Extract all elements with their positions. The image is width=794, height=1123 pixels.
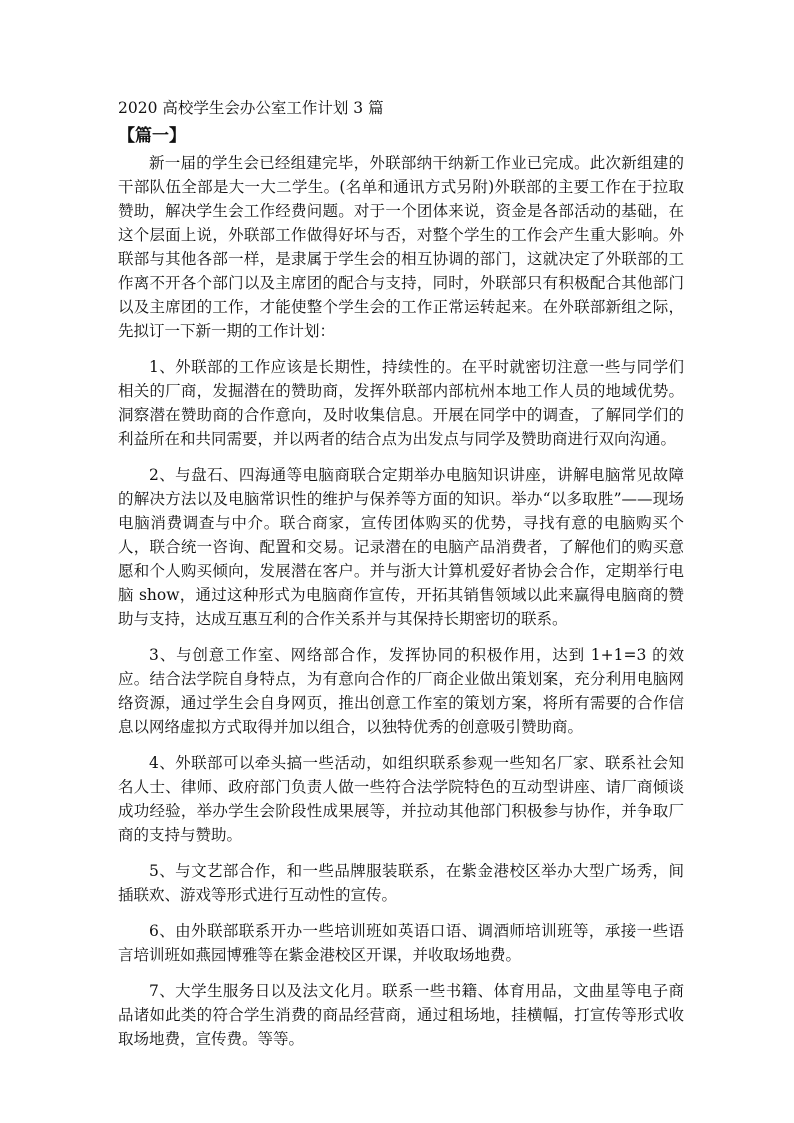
document-title: 2020 高校学生会办公室工作计划 3 篇 [118,99,384,117]
section-heading: 【篇一】 [118,126,186,146]
plan-item-4: 4、外联部可以牵头搞一些活动，如组织联系参观一些知名厂家、联系社会知名人士、律师、政府部门负责人做一些符合法学院特色的互动型讲座、请厂商倾谈成功经验，举办学生会阶段性成果展等，并拉动其他部门积极参与协作，并争取厂商的支持与赞助。 [118,754,684,844]
plan-item-6: 6、由外联部联系开办一些培训班如英语口语、调酒师培训班等，承接一些语言培训班如燕园博雅等在紫金港校区开课，并收取场地费。 [118,922,684,964]
plan-item-2: 2、与盘石、四海通等电脑商联合定期举办电脑知识讲座，讲解电脑常见故障的解决方法以及电脑常识性的维护与保养等方面的知识。举办“以多取胜”——现场电脑消费调查与中介。联合商家，宣传团体购买的优势，寻找有意的电脑购买个人，联合统一咨询、配置和交易。记录潜在的电脑产品消费者，了解他们的购买意愿和个人购买倾向，发展潜在客户。并与浙大计算机爱好者协会合作，定期举行电脑 show，通过这种形式为电脑商作宣传，开拓其销售领域以此来赢得电脑商的赞助与支持，达成互惠互利的合作关系并与其保持长期密切的联系。 [118,466,684,628]
plan-item-7: 7、大学生服务日以及法文化月。联系一些书籍、体育用品，文曲星等电子商品诸如此类的符合学生消费的商品经营商，通过租场地，挂横幅，打宣传等形式收取场地费，宣传费。等等。 [118,982,684,1048]
intro-paragraph: 新一届的学生会已经组建完毕，外联部纳干纳新工作业已完成。此次新组建的干部队伍全部是大一大二学生。(名单和通讯方式另附)外联部的主要工作在于拉取赞助，解决学生会工作经费问题。对于一个团体来说，资金是各部活动的基础，在这个层面上说，外联部工作做得好坏与否，对整个学生的工作会产生重大影响。外联部与其他各部一样，是隶属于学生会的相互协调的部门，这就决定了外联部的工作离不开各个部门以及主席团的配合与支持，同时，外联部只有积极配合其他部门以及主席团的工作，才能使整个学生会的工作正常运转起来。在外联部新组之际，先拟订一下新一期的工作计划： [118,154,684,340]
plan-item-5: 5、与文艺部合作，和一些品牌服装联系，在紫金港校区举办大型广场秀，间插联欢、游戏等形式进行互动性的宣传。 [118,862,684,904]
plan-item-1: 1、外联部的工作应该是长期性，持续性的。在平时就密切注意一些与同学们相关的厂商，发掘潜在的赞助商，发挥外联部内部杭州本地工作人员的地域优势。洞察潜在赞助商的合作意向，及时收集信息。开展在同学中的调查，了解同学们的利益所在和共同需要，并以两者的结合点为出发点与同学及赞助商进行双向沟通。 [118,358,684,448]
plan-item-3: 3、与创意工作室、网络部合作，发挥协同的积极作用，达到 1+1=3 的效应。结合法学院自身特点，为有意向合作的厂商企业做出策划案，充分利用电脑网络资源，通过学生会自身网页，推出创意工作室的策划方案，将所有需要的合作信息以网络虚拟方式取得并加以组合，以独特优秀的创意吸引赞助商。 [118,646,684,736]
document-page [118,96,684,1063]
